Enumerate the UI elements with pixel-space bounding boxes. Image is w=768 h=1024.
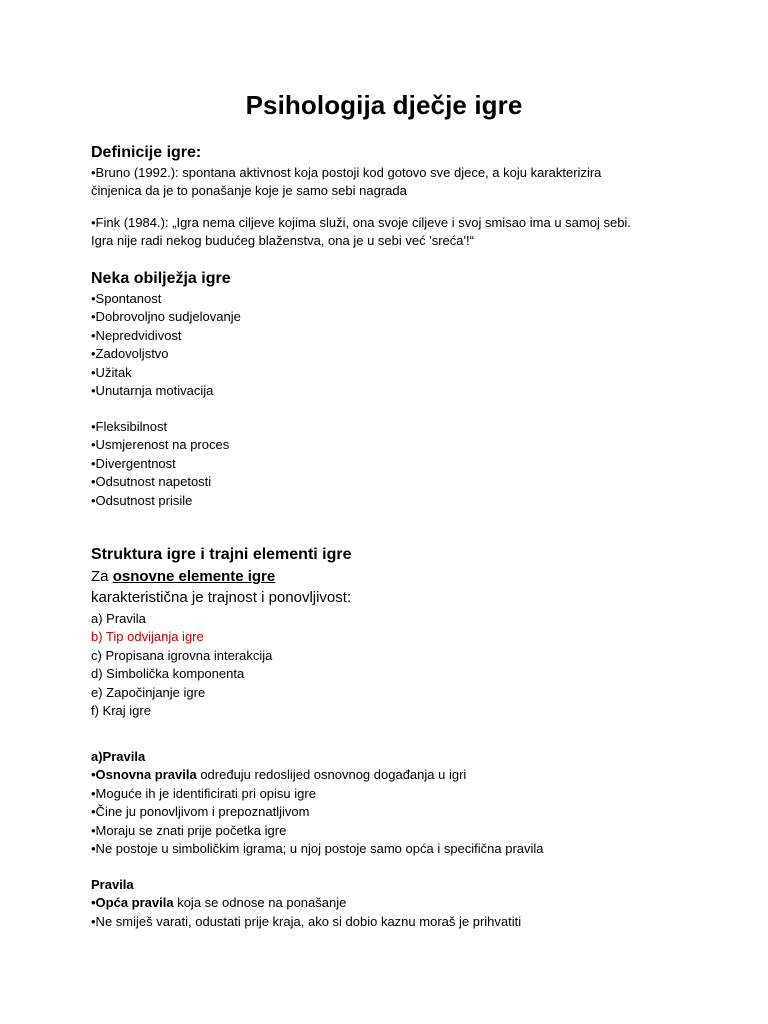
list-item: •Dobrovoljno sudjelovanje (91, 309, 241, 325)
list-item: a) Pravila (91, 611, 146, 626)
structure-intro-line-2: karakteristična je trajnost i ponovljivost: (91, 589, 352, 606)
structure-heading: Struktura igre i trajni elementi igre (91, 546, 352, 563)
list-item: •Zadovoljstvo (91, 346, 169, 362)
definition-bruno-line-2: činjenica da je to ponašanje koje je samo sebi nagrada (91, 183, 407, 199)
features-list-1 (91, 290, 711, 400)
features-heading: Neka obilježja igre (91, 270, 231, 287)
list-item: •Fleksibilnost (91, 419, 168, 434)
list-item: •Spontanost (91, 291, 162, 306)
rules-b-item-1-rest: koja se odnose na ponašanje (173, 895, 347, 911)
list-item: •Usmjerenost na proces (91, 437, 230, 453)
list-item: •Ne smiješ varati, odustati prije kraja, ako si dobio kaznu moraš je prihvatiti (91, 913, 522, 929)
features-list-2 (91, 418, 711, 510)
definition-fink-line-1: •Fink (1984.): „Igra nema ciljeve kojima služi, ona svoje ciljeve i svoj smisao ima u samoj sebi. (91, 215, 631, 230)
definition-fink (91, 214, 711, 251)
list-item: d) Simbolička komponenta (91, 666, 245, 682)
list-item: •Čine ju ponovljivom i prepoznatljivom (91, 804, 310, 820)
list-item-highlighted: b) Tip odvijanja igre (91, 629, 204, 645)
document-title: Psihologija dječje igre (245, 90, 523, 120)
list-item: •Moguće ih je identificirati pri opisu igre (91, 785, 316, 801)
rules-a-section (91, 748, 711, 858)
list-item: •Divergentnost (91, 455, 176, 471)
rules-a-heading: a)Pravila (91, 749, 146, 764)
definition-fink-line-2: Igra nije radi nekog budućeg blaženstva, ona je u sebi već 'sreća'!“ (91, 233, 474, 249)
structure-intro-prefix: Za (91, 568, 113, 585)
features-section-2 (91, 418, 711, 510)
definitions-section (91, 142, 711, 201)
rules-b-list (91, 894, 711, 931)
rules-b-heading: Pravila (91, 877, 134, 892)
rules-a-list (91, 766, 711, 858)
rules-b-item-1-bold: •Opća pravila (91, 895, 174, 911)
definitions-heading: Definicije igre: (91, 144, 202, 161)
structure-elements-list (91, 610, 711, 720)
structure-intro-emphasis: osnovne elemente igre (112, 568, 276, 585)
list-item (91, 766, 711, 784)
definition-bruno-line-1: •Bruno (1992.): spontana aktivnost koja postoji kod gotovo sve djece, a koju karakterizira (91, 165, 602, 180)
definition-bruno (91, 164, 711, 201)
list-item: •Ne postoje u simboličkim igrama; u njoj postoje samo opća i specifična pravila (91, 841, 544, 857)
rules-a-item-1-rest: određuju redoslijed osnovnog događanja u igri (196, 767, 467, 783)
list-item: c) Propisana igrovna interakcija (91, 647, 273, 663)
structure-section (91, 544, 711, 720)
list-item: •Odsutnost prisile (91, 492, 193, 508)
list-item: f) Kraj igre (91, 703, 151, 719)
list-item: •Moraju se znati prije početka igre (91, 822, 287, 838)
list-item (91, 894, 711, 912)
rules-b-section (91, 876, 711, 931)
features-section (91, 268, 711, 400)
list-item: •Nepredvidivost (91, 327, 182, 343)
list-item: e) Započinjanje igre (91, 684, 206, 700)
rules-a-item-1-bold: •Osnovna pravila (91, 767, 197, 783)
list-item: •Unutarnja motivacija (91, 383, 214, 399)
structure-intro-line-1 (91, 566, 711, 587)
list-item: •Užitak (91, 364, 132, 380)
list-item: •Odsutnost napetosti (91, 474, 212, 490)
